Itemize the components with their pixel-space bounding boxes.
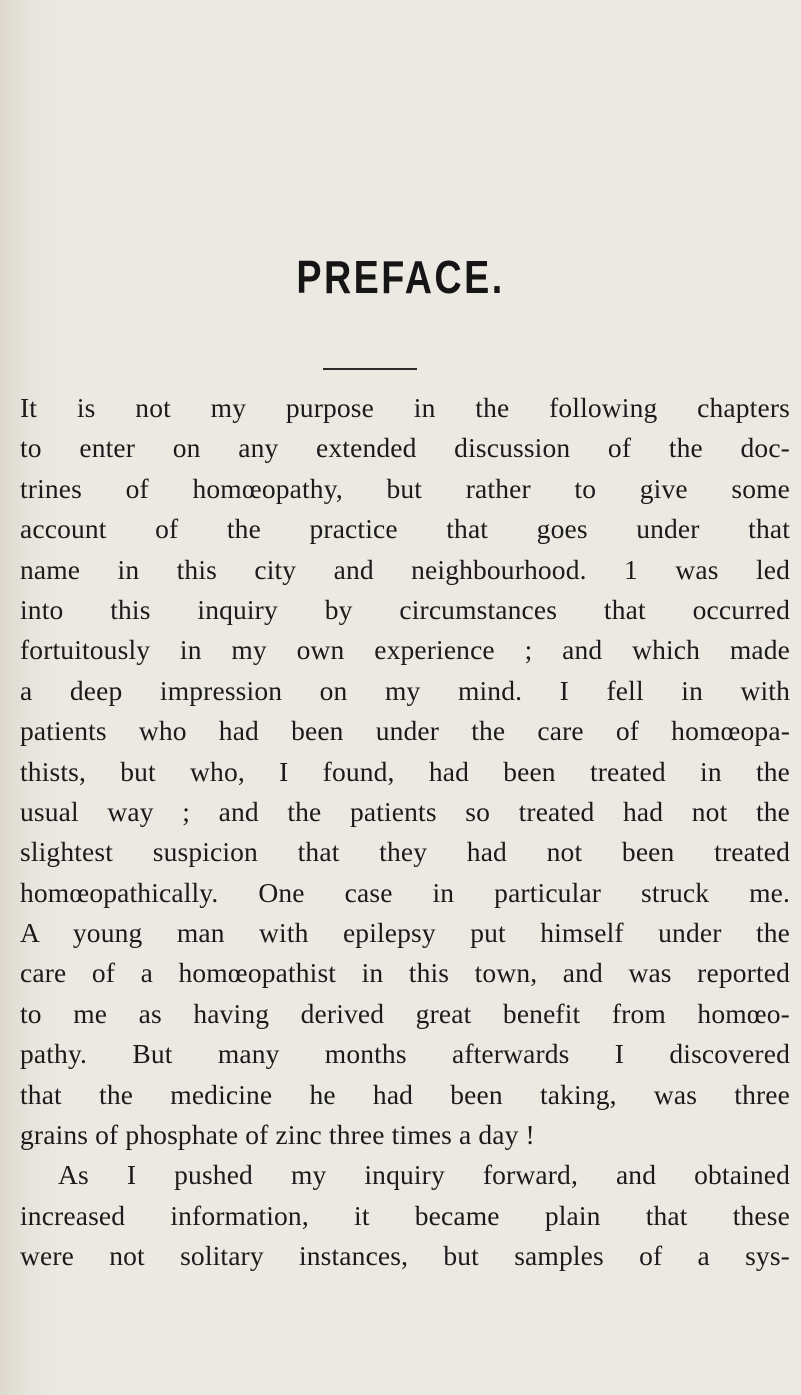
- text-line: grains of phosphate of zinc three times a day !: [20, 1119, 535, 1151]
- text-line: into this inquiry by circumstances that occurred: [20, 593, 790, 625]
- text-line: to me as having derived great benefit from homœo-: [20, 997, 790, 1029]
- text-line: increased information, it became plain that these: [20, 1199, 790, 1231]
- text-line: a deep impression on my mind. I fell in with: [20, 674, 790, 706]
- text-line: usual way ; and the patients so treated had not the: [20, 795, 790, 827]
- text-line: homœopathically. One case in particular struck me.: [20, 876, 790, 908]
- text-line: trines of homœopathy, but rather to give some: [20, 472, 790, 504]
- text-line: As I pushed my inquiry forward, and obtained: [58, 1159, 790, 1191]
- text-line: A young man with epilepsy put himself under the: [20, 917, 790, 949]
- text-line: were not solitary instances, but samples of a sys-: [20, 1240, 790, 1272]
- body-text: [20, 388, 790, 1277]
- text-line: thists, but who, I found, had been treated in the: [20, 755, 790, 787]
- text-line: account of the practice that goes under that: [20, 513, 790, 545]
- text-line: name in this city and neighbourhood. 1 was led: [20, 553, 790, 585]
- text-line: that the medicine he had been taking, was three: [20, 1078, 790, 1110]
- page-title: PREFACE.: [296, 251, 505, 303]
- text-line: to enter on any extended discussion of the doc-: [20, 432, 790, 464]
- text-line: care of a homœopathist in this town, and was reported: [20, 957, 790, 989]
- text-line: slightest suspicion that they had not been treated: [20, 836, 790, 868]
- title-divider: [323, 368, 417, 370]
- text-line: fortuitously in my own experience ; and which made: [20, 634, 790, 666]
- text-line: It is not my purpose in the following chapters: [20, 392, 790, 423]
- text-line: pathy. But many months afterwards I discovered: [20, 1038, 790, 1070]
- text-line: patients who had been under the care of homœopa-: [20, 715, 790, 747]
